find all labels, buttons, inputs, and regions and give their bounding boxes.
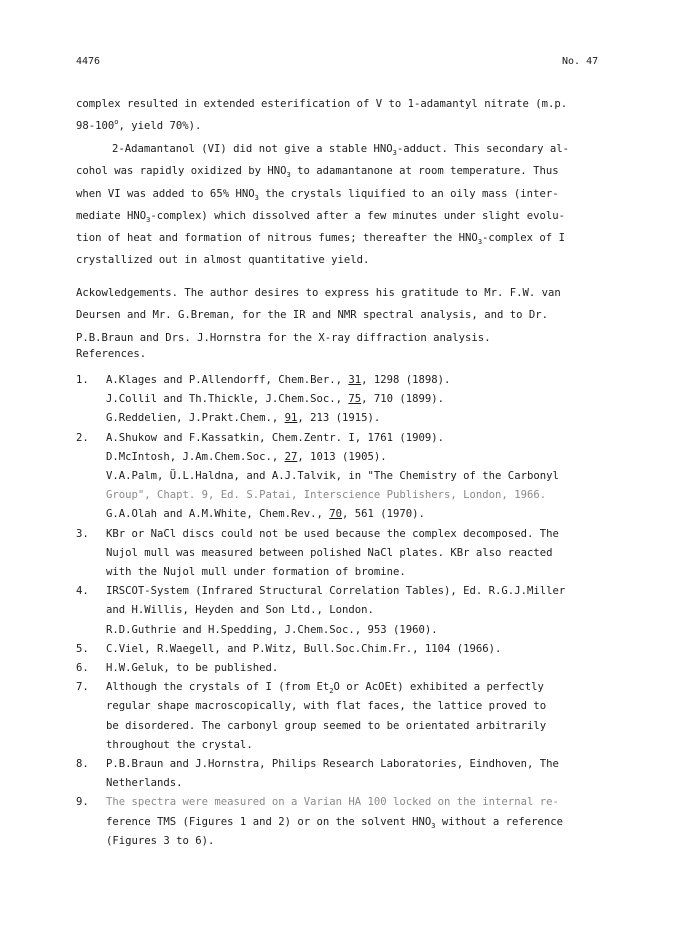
reference-line: G.A.Olah and A.M.White, Chem.Rev., 70, 561 (1970). (106, 508, 425, 521)
reference-item (76, 659, 621, 678)
reference-line: IRSCOT-System (Infrared Structural Correlation Tables), Ed. R.G.J.Miller (106, 585, 566, 598)
references-heading: References. (76, 348, 147, 360)
text-line: mediate $HNO_3-complex$) which dissolved after a few minutes under slight evolu- (76, 209, 565, 224)
reference-number: 6. (76, 662, 89, 675)
reference-line: Netherlands. (106, 777, 183, 790)
reference-number: 2. (76, 431, 89, 444)
text-line: complex resulted in extended esterification of V to 1-adamantyl nitrate (m.p. (76, 98, 568, 110)
acknowledgements (76, 282, 621, 349)
reference-number: 5. (76, 642, 89, 655)
reference-item (76, 755, 621, 793)
reference-line: Although the crystals of I (from $Et_2O$ or AcOEt) exhibited a perfectly (106, 681, 544, 696)
text-line: P.B.Braun and Drs. J.Hornstra for the X-ray diffraction analysis. (76, 331, 491, 344)
text-line: 98-100$^o$, yield 70%). (76, 118, 202, 133)
reference-line: G.Reddelien, J.Prakt.Chem., 91, 213 (1915). (106, 412, 381, 425)
reference-line: (Figures 3 to 6). (106, 834, 215, 847)
reference-line: R.D.Guthrie and H.Spedding, J.Chem.Soc., 953 (1960). (106, 623, 438, 636)
reference-item (76, 525, 621, 583)
reference-line: be disordered. The carbonyl group seemed to be orientated arbitrarily (106, 719, 547, 732)
reference-number: 7. (76, 681, 89, 694)
text-line: Ackowledgements. The author desires to express his gratitude to Mr. F.W. van (76, 287, 561, 299)
reference-number: 9. (76, 796, 89, 809)
text-line: tion of heat and formation of nitrous fumes; thereafter the $HNO_3$-complex of I (76, 232, 565, 247)
reference-line: C.Viel, R.Waegell, and P.Witz, Bull.Soc.Chim.Fr., 1104 (1966). (106, 642, 502, 655)
reference-item (76, 678, 621, 755)
reference-line: D.McIntosh, J.Am.Chem.Soc., 27, 1013 (1905). (106, 450, 387, 463)
text-line: Deursen and Mr. G.Breman, for the IR and NMR spectral analysis, and to Dr. (76, 309, 548, 322)
page-number: 4476 (76, 56, 101, 67)
reference-line: throughout the crystal. (106, 738, 253, 751)
reference-line: P.B.Braun and J.Hornstra, Philips Research Laboratories, Eindhoven, The (106, 758, 559, 771)
reference-number: 1. (76, 374, 89, 386)
text-line: when VI was added to 65% $HNO_3$ the crystals liquified to an oily mass (inter- (76, 187, 559, 202)
reference-line: ference TMS (Figures 1 and 2) or on the solvent $HNO_3$ without a reference (106, 815, 564, 830)
reference-line: with the Nujol mull under formation of bromine. (106, 566, 406, 579)
reference-item (76, 429, 621, 525)
reference-line: A.Klages and P.Allendorff, Chem.Ber., 31, 1298 (1898). (106, 374, 451, 386)
reference-item (76, 793, 621, 851)
text-line: crystallized out in almost quantitative yield. (76, 254, 370, 267)
reference-number: 3. (76, 527, 89, 540)
reference-line: A.Shukow and F.Kassatkin, Chem.Zentr. I, 1761 (1909). (106, 431, 445, 444)
reference-line: V.A.Palm, Ü.L.Haldna, and A.J.Talvik, in "The Chemistry of the Carbonyl (106, 470, 559, 483)
reference-line: The spectra were measured on a Varian HA 100 locked on the internal re- (106, 796, 559, 809)
reference-line: J.Collil and Th.Thickle, J.Chem.Soc., 75, 710 (1899). (106, 393, 445, 406)
reference-line: Group", Chapt. 9, Ed. S.Patai, Interscience Publishers, London, 1966. (106, 489, 547, 502)
reference-number: 8. (76, 758, 89, 771)
issue-number: No. 47 (562, 56, 599, 67)
reference-item (76, 582, 621, 640)
text-line: 2-Adamantanol (VI) did not give a stable $HNO_3$-adduct. This secondary al- (112, 143, 570, 157)
reference-number: 4. (76, 585, 89, 598)
references-list (76, 371, 621, 851)
reference-line: regular shape macroscopically, with flat faces, the lattice proved to (106, 700, 547, 713)
paragraph-esterification (76, 93, 621, 138)
reference-line: Nujol mull was measured between polished NaCl plates. KBr also reacted (106, 546, 553, 559)
reference-item (76, 640, 621, 659)
reference-line: KBr or NaCl discs could not be used because the complex decomposed. The (106, 527, 559, 540)
text-line: cohol was rapidly oxidized by $HNO_3$ to adamantanone at room temperature. Thus (76, 165, 559, 180)
paragraph-adamantanol (76, 138, 621, 272)
reference-line: and H.Willis, Heyden and Son Ltd., London. (106, 604, 374, 617)
reference-line: H.W.Geluk, to be published. (106, 662, 279, 675)
reference-item (76, 371, 621, 429)
